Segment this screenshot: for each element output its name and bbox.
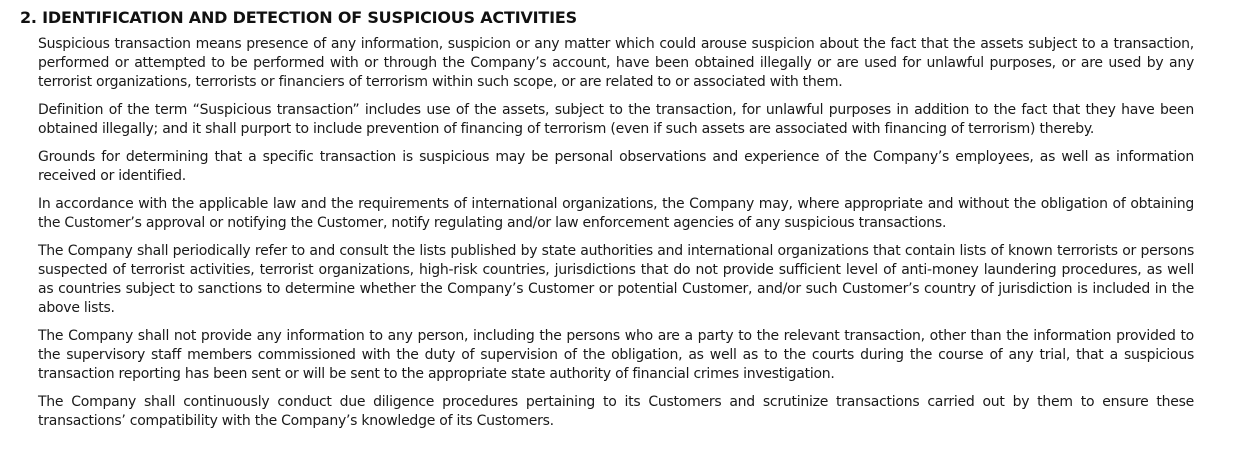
paragraph-sanctions-lists: The Company shall periodically refer to and consult the lists published by state authorities and international organizations that contain lists of known terrorists or persons suspected of terrorist activities, terrorist organizations, high-risk countries, jurisdictions that do not provide sufficient level of anti-money laundering procedures, as well as countries subject to sanctions to determine whether the Company’s Customer or potential Customer, and/or such Customer’s country of jurisdiction is included in the above lists. (38, 243, 1194, 316)
paragraph-notification-of-agencies: In accordance with the applicable law and the requirements of international organizations, the Company may, where appropriate and without the obligation of obtaining the Customer’s approval or notifying the Customer, notify regulating and/or law enforcement agencies of any suspicious transactions. (38, 196, 1194, 231)
paragraph-suspicious-transaction-definition: Suspicious transaction means presence of any information, suspicion or any matter which could arouse suspicion about the fact that the assets subject to a transaction, performed or attempted to be performed with or through the Company’s account, have been obtained illegally or are used for unlawful purposes, or are used by any terrorist organizations, terrorists or financiers of terrorism within such scope, or are related to or associated with them. (38, 36, 1194, 90)
section-title: 2. IDENTIFICATION AND DETECTION OF SUSPICIOUS ACTIVITIES (20, 8, 577, 27)
paragraph-due-diligence: The Company shall continuously conduct due diligence procedures pertaining to its Customers and scrutinize transactions carried out by them to ensure these transactions’ compatibility with the Company’s knowledge of its Customers. (38, 394, 1194, 429)
paragraph-non-disclosure: The Company shall not provide any information to any person, including the persons who are a party to the relevant transaction, other than the information provided to the supervisory staff members commissioned with the duty of supervision of the obligation, as well as to the courts during the course of any trial, that a suspicious transaction reporting has been sent or will be sent to the appropriate state authority of financial crimes investigation. (38, 328, 1194, 382)
paragraph-term-definition: Definition of the term “Suspicious transaction” includes use of the assets, subject to the transaction, for unlawful purposes in addition to the fact that they have been obtained illegally; and it shall purport to include prevention of financing of terrorism (even if such assets are associated with financing of terrorism) thereby. (38, 102, 1194, 137)
paragraph-grounds-for-determining: Grounds for determining that a specific transaction is suspicious may be personal observations and experience of the Company’s employees, as well as information received or identified. (38, 149, 1194, 184)
section-body (20, 35, 1194, 431)
